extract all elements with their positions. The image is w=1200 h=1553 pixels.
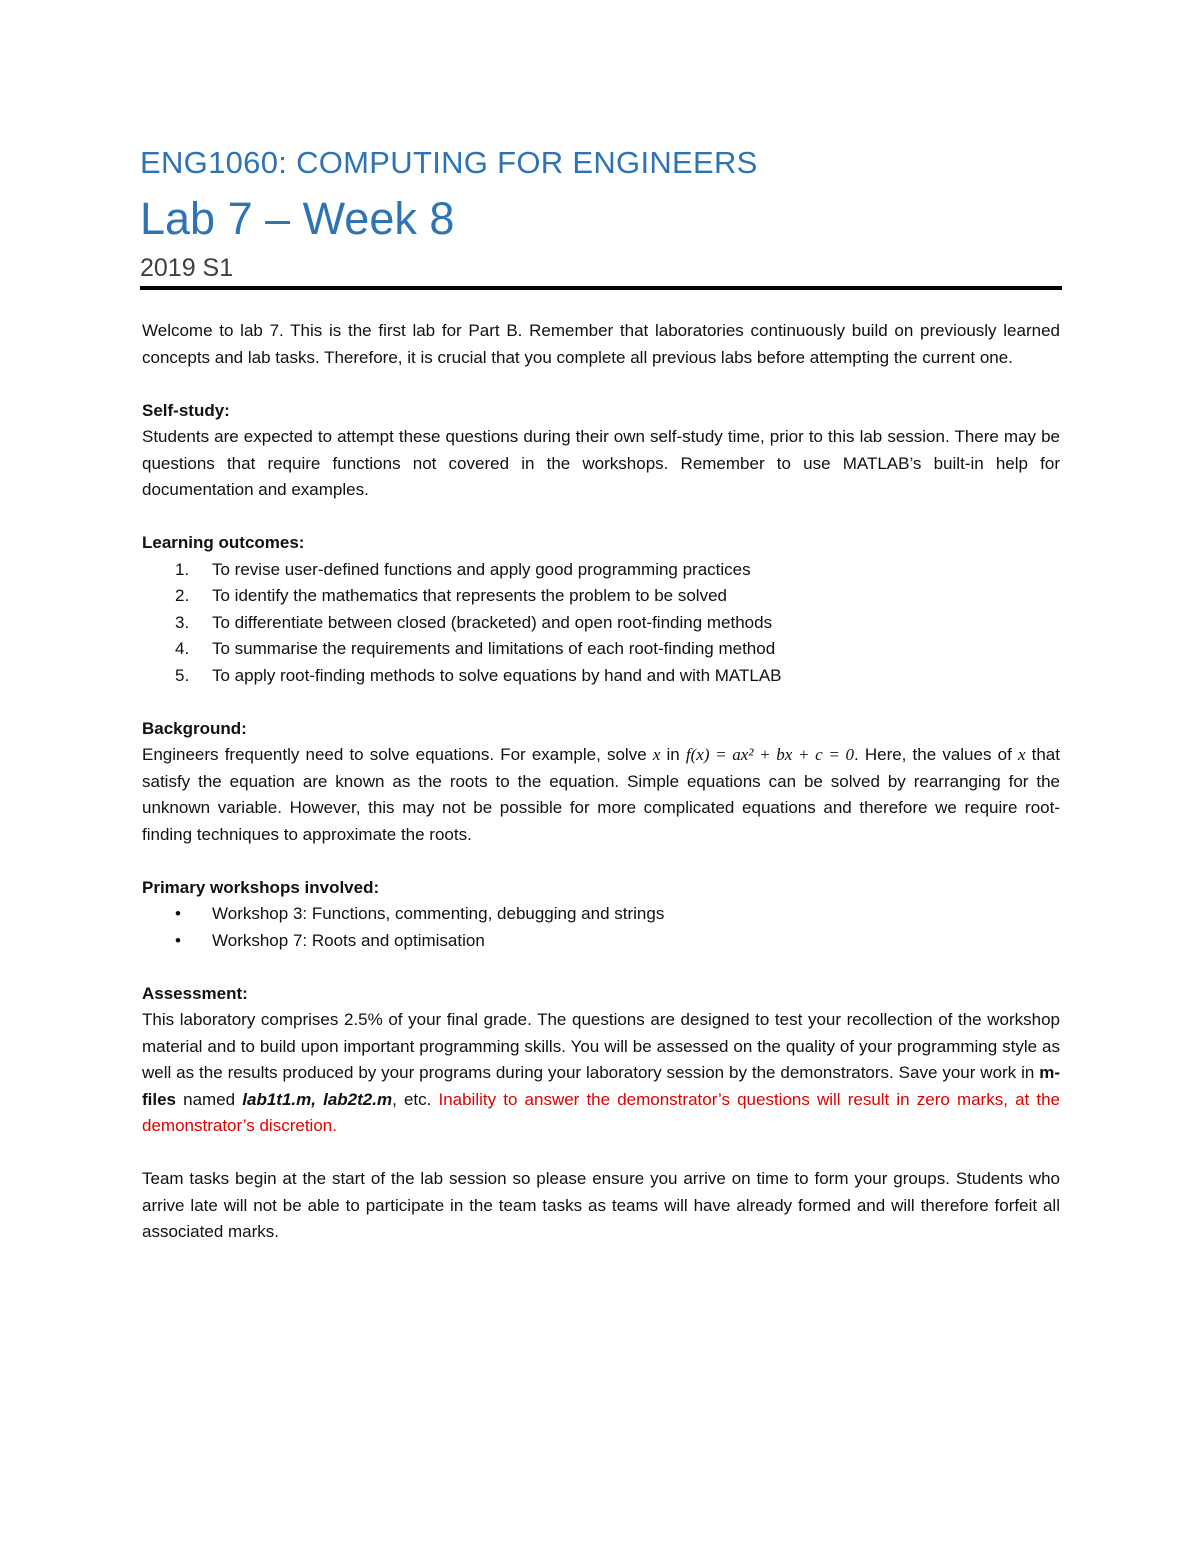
learning-outcomes-list: [142, 557, 1060, 690]
workshops-heading: Primary workshops involved:: [142, 877, 380, 897]
term-label: 2019 S1: [140, 254, 234, 282]
intro-paragraph: Welcome to lab 7. This is the first lab for Part B. Remember that laboratories continuously build on previously learned concepts and lab tasks. Therefore, it is crucial that you complete all previous labs before attempting the current one.: [142, 321, 1060, 367]
list-item: [142, 610, 1060, 637]
bullet-icon: •: [175, 930, 181, 950]
list-number: 5.: [175, 665, 190, 685]
list-item: [142, 901, 1060, 928]
assessment-paragraph: [142, 1007, 1060, 1140]
list-number: 3.: [175, 612, 190, 632]
math-equation: f(x) = ax² + bx + c = 0: [685, 745, 854, 764]
list-number: 2.: [175, 586, 190, 605]
math-variable: x: [1017, 745, 1026, 764]
list-item-text: To apply root-finding methods to solve equations by hand and with MATLAB: [212, 665, 782, 685]
filename-separator: ,: [311, 1089, 324, 1109]
background-heading: Background:: [142, 718, 247, 738]
header-divider: [140, 286, 1062, 290]
self-study-paragraph: Students are expected to attempt these questions during their own self-study time, prior to this lab session. There may be questions that require functions not covered in the workshops. Remember to use MATLAB’s built-in help for documentation and examples.: [142, 427, 1060, 499]
list-item-text: To summarise the requirements and limitations of each root-finding method: [212, 639, 776, 658]
list-item: [142, 928, 1060, 955]
assessment-text: named: [176, 1089, 243, 1109]
list-item-text: To differentiate between closed (bracketed) and open root-finding methods: [212, 612, 773, 632]
list-item: [142, 557, 1060, 584]
list-item-text: Workshop 3: Functions, commenting, debugging and strings: [212, 904, 665, 923]
list-item-text: Workshop 7: Roots and optimisation: [212, 930, 485, 950]
list-item: [142, 583, 1060, 610]
learning-outcomes-heading: Learning outcomes:: [142, 533, 305, 552]
assessment-text: This laboratory comprises 2.5% of your final grade. The questions are designed to test your recollection of the workshop material and to build upon important programming skills. You will be assessed on the quality of your programming style as well as the results produced by your programs during your laboratory session by the demonstrators. Save your work in: [142, 1010, 1060, 1082]
filename: lab2t2.m: [323, 1089, 393, 1109]
bullet-icon: •: [175, 904, 181, 923]
assessment-text: , etc.: [392, 1089, 439, 1109]
list-number: 1.: [175, 559, 190, 579]
document-header: [140, 140, 1062, 288]
course-title: ENG1060: COMPUTING FOR ENGINEERS: [140, 145, 758, 180]
warning-text: Inability to answer the demonstrator’s questions will result in zero marks, at the demonstrator’s discretion.: [142, 1089, 1060, 1135]
math-variable: x: [652, 745, 661, 764]
background-text: Engineers frequently need to solve equations. For example, solve: [142, 745, 653, 764]
background-text: that satisfy the equation are known as the roots to the equation. Simple equations can be solved by rearranging for the unknown variable. However, this may not be possible for more complicated equations and therefore we require root-finding techniques to approximate the roots.: [142, 745, 1060, 844]
background-text: . Here, the values of: [853, 745, 1018, 764]
self-study-heading: Self-study:: [142, 400, 230, 420]
filename: lab1t1.m: [242, 1089, 312, 1109]
lab-title: Lab 7 – Week 8: [140, 193, 455, 244]
list-item: [142, 636, 1060, 663]
team-paragraph: Team tasks begin at the start of the lab session so please ensure you arrive on time to form your groups. Students who arrive late will not be able to participate in the team tasks as teams will have already formed and will therefore forfeit all associated marks.: [142, 1169, 1060, 1241]
list-item-text: To identify the mathematics that represents the problem to be solved: [212, 586, 727, 605]
background-text: in: [660, 745, 686, 764]
mfiles-term: m-files: [142, 1063, 1060, 1109]
list-item: [142, 663, 1060, 690]
background-paragraph: [142, 742, 1060, 848]
document-body: [142, 318, 1060, 1246]
list-number: 4.: [175, 639, 190, 658]
list-item-text: To revise user-defined functions and apply good programming practices: [212, 559, 751, 579]
assessment-heading: Assessment:: [142, 983, 248, 1003]
workshops-list: [142, 901, 1060, 954]
